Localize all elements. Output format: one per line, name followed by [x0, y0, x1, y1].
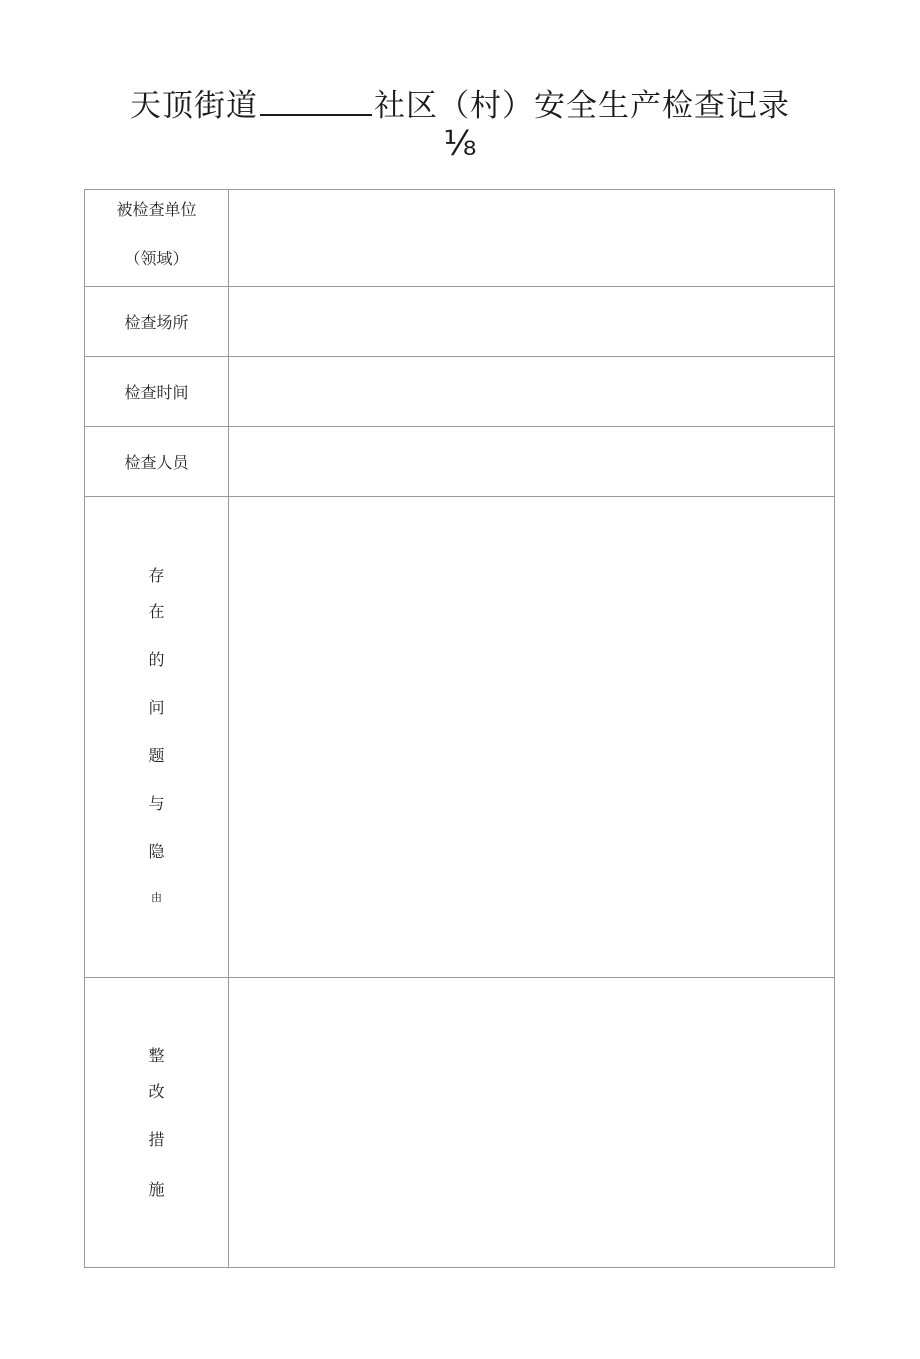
label-measures-char: 改 — [148, 1081, 165, 1101]
field-inspected-unit[interactable] — [229, 190, 834, 286]
label-inspected-unit-line2: （领域） — [124, 249, 189, 268]
field-inspectors[interactable] — [229, 427, 834, 496]
community-blank-line — [260, 84, 372, 116]
label-inspected-unit-line1: 被检查单位 — [116, 200, 197, 219]
label-issues-char: 在 — [148, 602, 165, 621]
label-issues-char: 存 — [148, 566, 165, 585]
label-issues-char: 与 — [148, 794, 165, 813]
label-issues-char: 隐 — [148, 842, 165, 861]
label-issues-char: 题 — [148, 746, 165, 765]
label-inspection-place: 检查场所 — [85, 287, 229, 356]
row-inspection-place — [85, 287, 834, 357]
row-rectification-measures — [85, 978, 834, 1267]
title-prefix: 天顶街道 — [130, 88, 258, 124]
label-measures-char: 措 — [148, 1129, 165, 1149]
row-inspected-unit — [85, 190, 834, 287]
page-number: ⅛ — [443, 124, 477, 164]
row-issues-hazards — [85, 497, 834, 978]
label-inspectors: 检查人员 — [85, 427, 229, 496]
label-rectification-measures — [85, 978, 229, 1267]
field-inspection-place[interactable] — [229, 287, 834, 356]
row-inspectors — [85, 427, 834, 497]
field-inspection-time[interactable] — [229, 357, 834, 426]
field-rectification-measures[interactable] — [229, 978, 834, 1267]
label-inspection-time: 检查时间 — [85, 357, 229, 426]
label-issues-hazards — [85, 497, 229, 977]
label-issues-char: 的 — [148, 650, 165, 669]
field-issues-hazards[interactable] — [229, 497, 834, 977]
inspection-form — [84, 189, 835, 1268]
row-inspection-time — [85, 357, 834, 427]
label-issues-char: 问 — [148, 698, 165, 717]
title-suffix: 社区（村）安全生产检查记录 — [374, 88, 790, 124]
label-measures-char: 施 — [148, 1179, 165, 1199]
label-issues-char: 由 — [151, 891, 162, 904]
label-inspected-unit — [85, 190, 229, 286]
label-measures-char: 整 — [148, 1045, 165, 1065]
